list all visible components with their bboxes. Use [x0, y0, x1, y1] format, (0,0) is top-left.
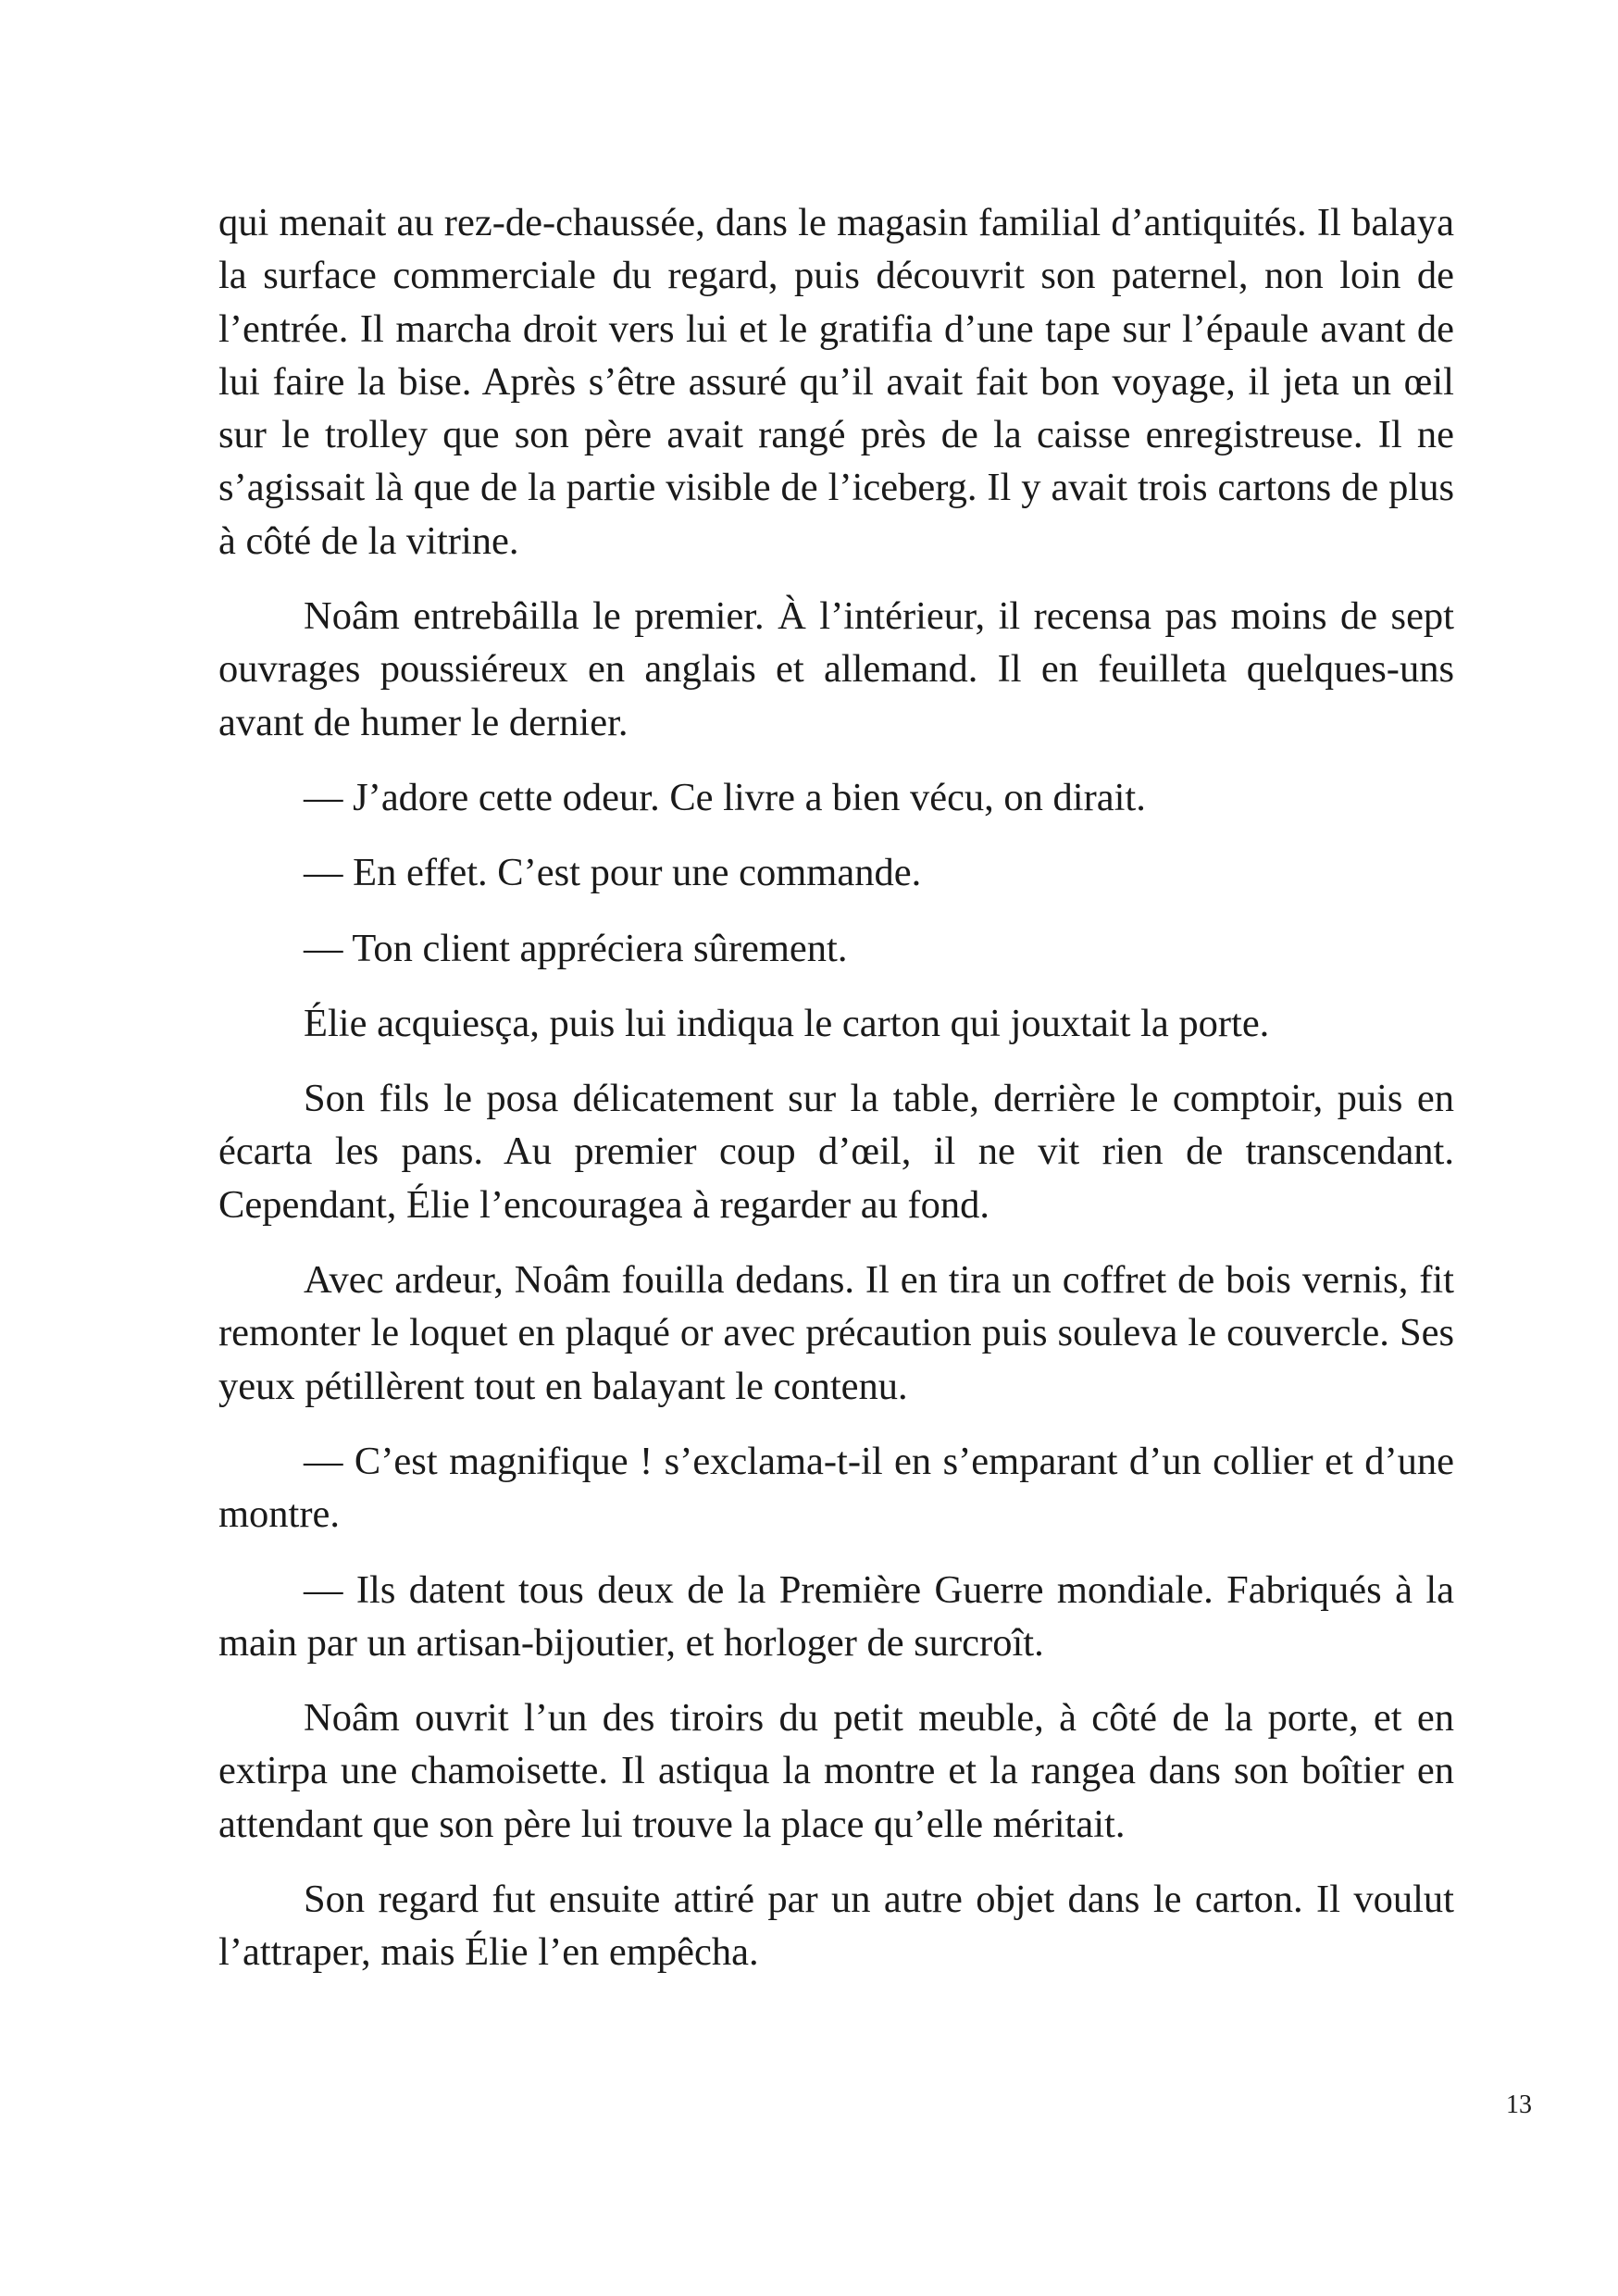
paragraph: Noâm entrebâilla le premier. À l’intérieur, il recensa pas moins de sept ouvrages poussiéreux en anglais et allemand. Il en feuilleta quelques-uns avant de humer le dernier.	[218, 594, 1454, 744]
dialogue-line: — J’adore cette odeur. Ce livre a bien vécu, on dirait.	[304, 775, 1146, 819]
paragraph: Son regard fut ensuite attiré par un autre objet dans le carton. Il voulut l’attraper, mais Élie l’en empêcha.	[218, 1878, 1454, 1975]
paragraph: qui menait au rez-de-chaussée, dans le magasin familial d’antiquités. Il balaya la surface commerciale du regard, puis découvrit son paternel, non loin de l’entrée. Il marcha droit vers lui et le gratifia d’une tape sur l’épaule avant de lui faire la bise. Après s’être assuré qu’il avait fait bon voyage, il jeta un œil sur le trolley que son père avait rangé près de la caisse enregistreuse. Il ne s’agissait là que de la partie visible de l’iceberg. Il y avait trois cartons de plus à côté de la vitrine.	[218, 201, 1454, 563]
paragraph: Avec ardeur, Noâm fouilla dedans. Il en tira un coffret de bois vernis, fit remonter le loquet en plaqué or avec précaution puis souleva le couvercle. Ses yeux pétillèrent tout en balayant le contenu.	[218, 1258, 1454, 1408]
dialogue-line: — Ton client appréciera sûrement.	[304, 926, 848, 970]
paragraph: Élie acquiesça, puis lui indiqua le carton qui jouxtait la porte.	[304, 1001, 1270, 1045]
body-text	[218, 196, 1454, 2002]
dialogue-line: — C’est magnifique ! s’exclama-t-il en s’emparant d’un collier et d’une montre.	[218, 1439, 1454, 1537]
paragraph: Noâm ouvrit l’un des tiroirs du petit meuble, à côté de la porte, et en extirpa une chamoisette. Il astiqua la montre et la rangea dans son boîtier en attendant que son père lui trouve la place qu’elle méritait.	[218, 1696, 1454, 1846]
page-number: 13	[1506, 2090, 1532, 2119]
dialogue-line: — Ils datent tous deux de la Première Guerre mondiale. Fabriqués à la main par un artisan-bijoutier, et horloger de surcroît.	[218, 1567, 1454, 1665]
paragraph: Son fils le posa délicatement sur la table, derrière le comptoir, puis en écarta les pans. Au premier coup d’œil, il ne vit rien de transcendant. Cependant, Élie l’encouragea à regarder au fond.	[218, 1077, 1454, 1227]
dialogue-line: — En effet. C’est pour une commande.	[304, 851, 922, 895]
